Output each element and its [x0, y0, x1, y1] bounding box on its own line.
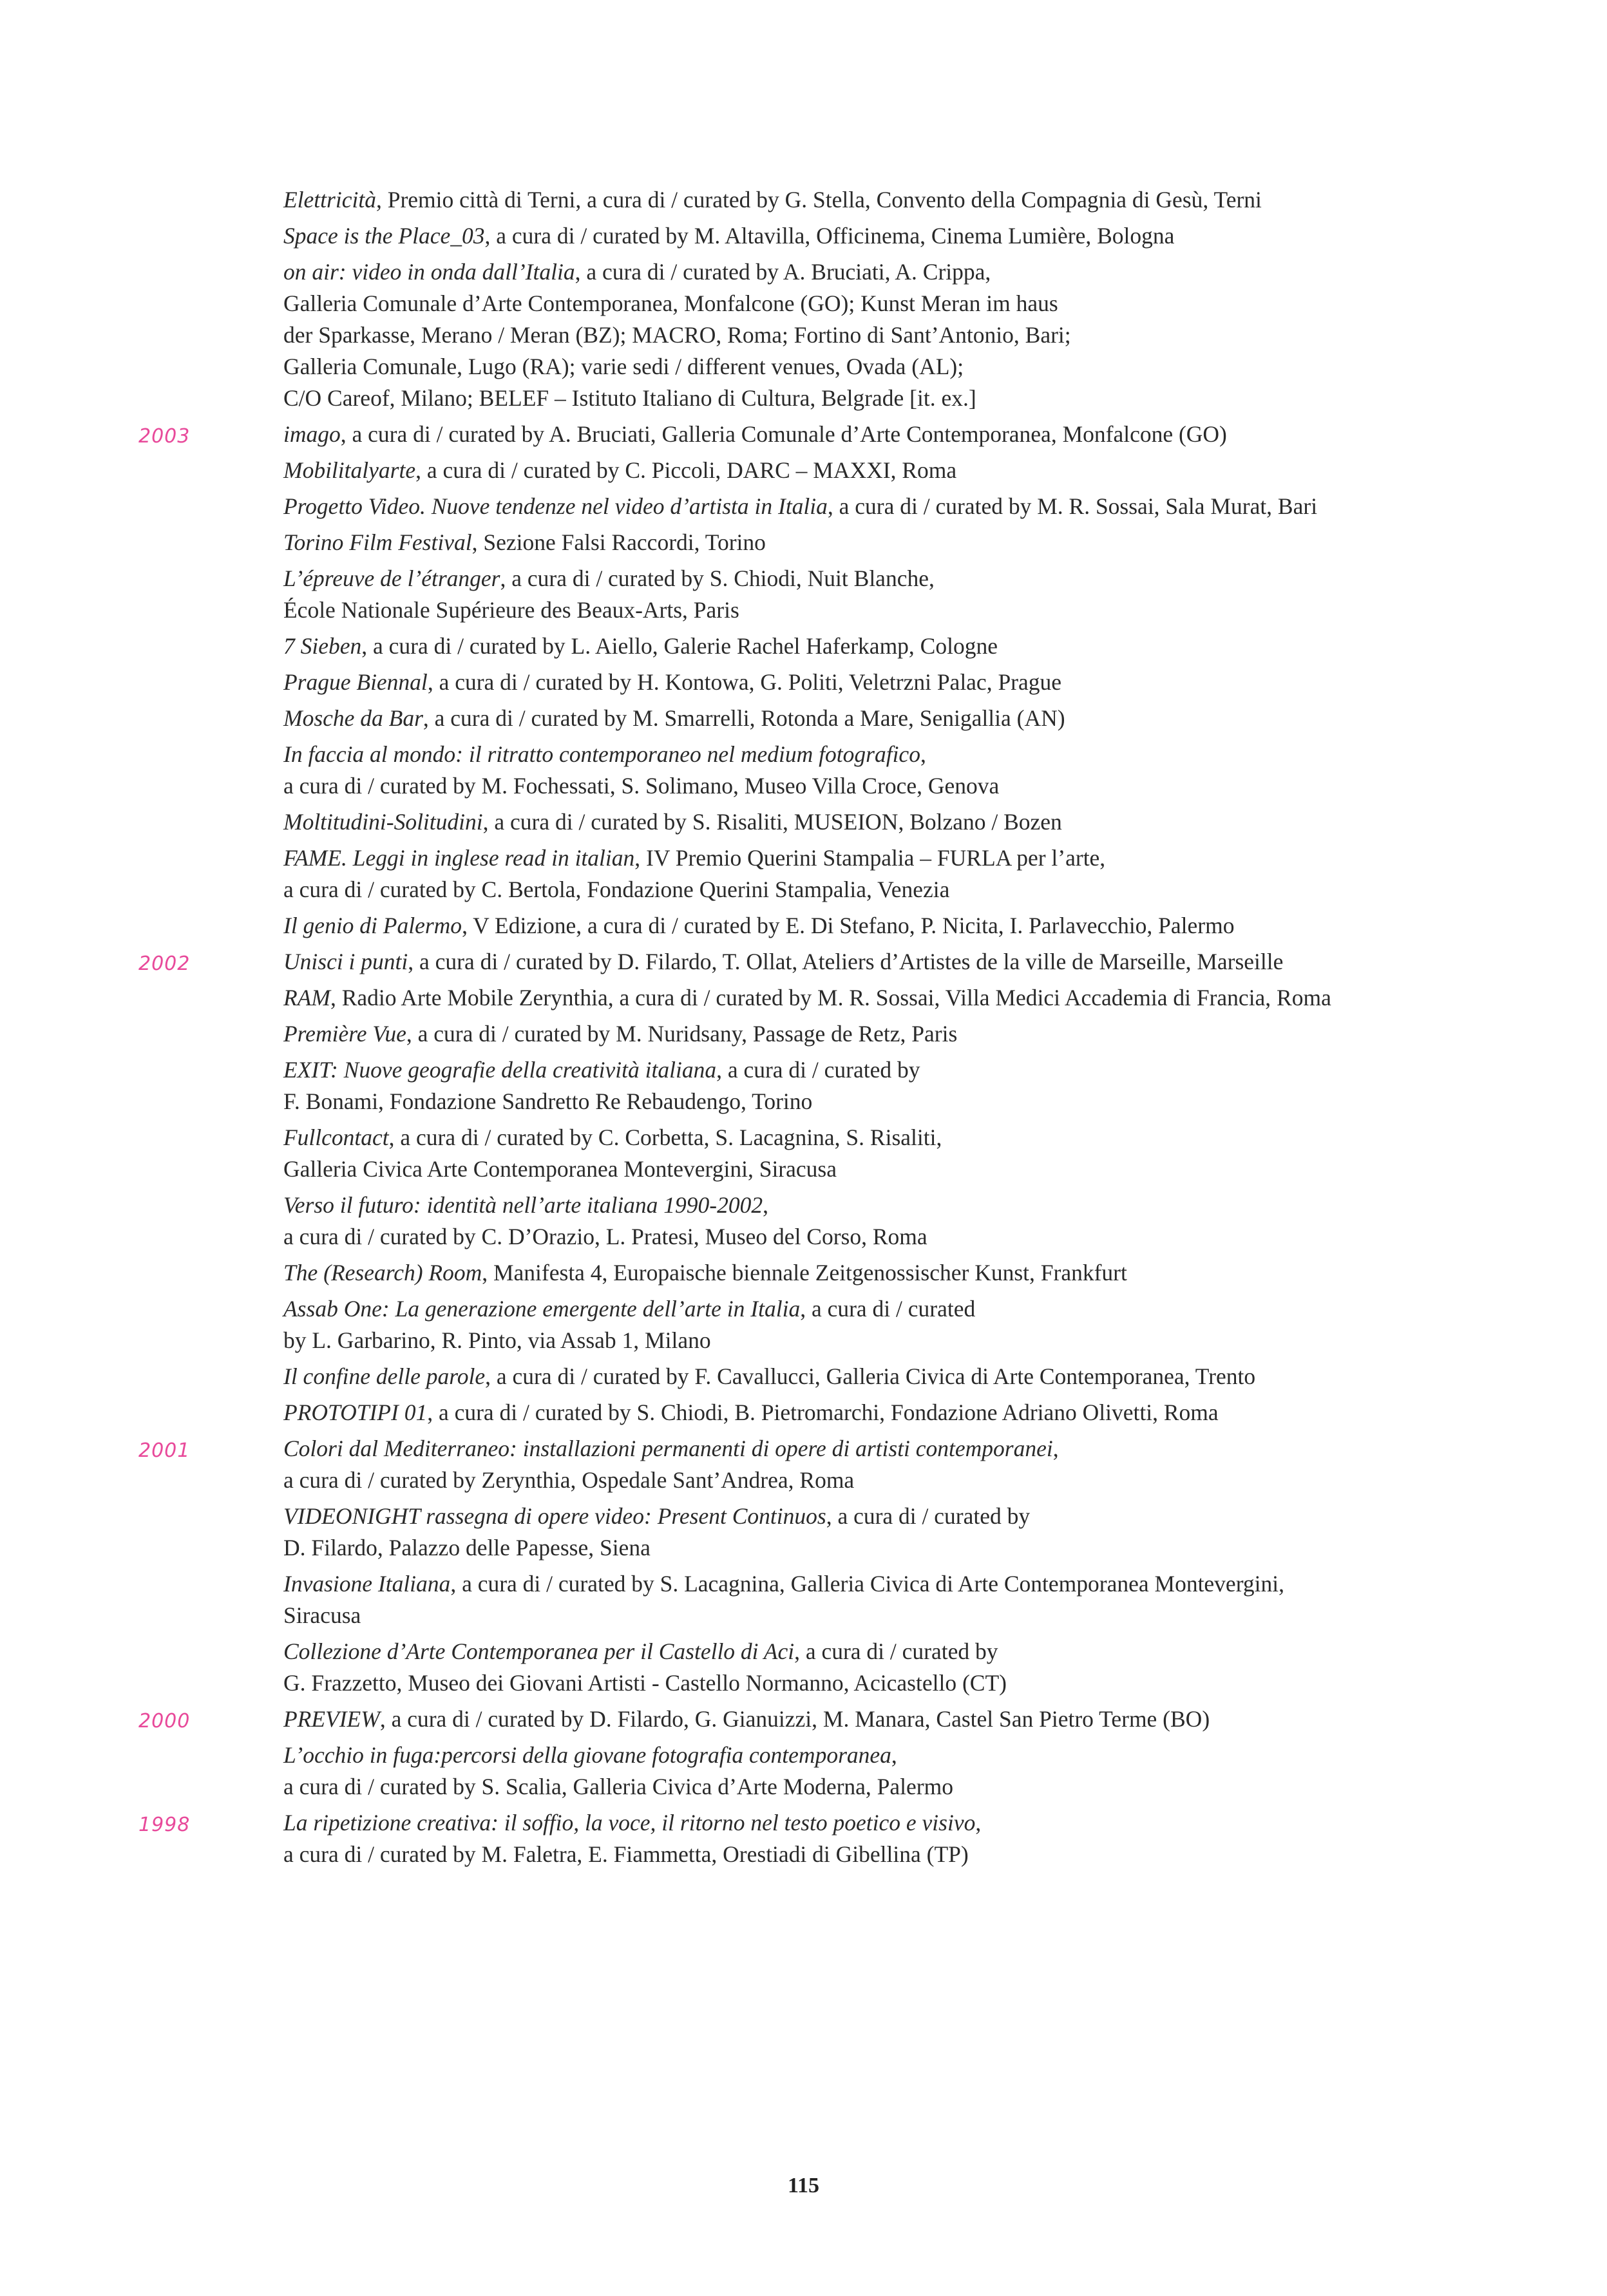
entry-line [283, 184, 1478, 216]
entry-line [283, 1054, 1478, 1086]
exhibition-title: EXIT [283, 1057, 330, 1083]
exhibition-details: G. Frazzetto, Museo dei Giovani Artisti - Castello Normanno, Acicastello (CT) [283, 1670, 1007, 1696]
exhibition-title: on air: video in onda dall’Italia [283, 259, 575, 285]
exhibition-entry [0, 667, 1607, 698]
exhibition-details: , a cura di / curated by H. Kontowa, G. Politi, Veletrzni Palac, Prague [427, 669, 1062, 695]
exhibition-details: , V Edizione, a cura di / curated by E. Di Stefano, P. Nicita, I. Parlavecchio, Palermo [462, 913, 1235, 938]
exhibition-entry [0, 631, 1607, 662]
exhibition-entry [0, 491, 1607, 522]
exhibition-title: Progetto Video. Nuove tendenze nel video d’artista in Italia [283, 493, 828, 519]
entry-line [283, 1122, 1478, 1153]
entry-line [283, 288, 1478, 319]
exhibition-details: , a cura di / curated by M. Smarrelli, Rotonda a Mare, Senigallia (AN) [423, 705, 1065, 731]
entry-line [283, 1771, 1478, 1803]
exhibition-entry [0, 806, 1607, 838]
exhibition-details: der Sparkasse, Merano / Meran (BZ); MACRO, Roma; Fortino di Sant’Antonio, Bari; [283, 322, 1071, 348]
exhibition-title: L’épreuve de l’étranger [283, 565, 500, 591]
exhibition-entry [0, 842, 1607, 906]
entry-line [283, 806, 1478, 838]
exhibition-entry [0, 1433, 1607, 1496]
entry-line [283, 1153, 1478, 1185]
exhibition-details: , a cura di / curated by A. Bruciati, Galleria Comunale d’Arte Contemporanea, Monfalcone (GO) [340, 421, 1227, 447]
year-label: 2001 [138, 1439, 191, 1462]
exhibition-details: , a cura di / curated [800, 1296, 976, 1322]
entry-line [283, 351, 1478, 383]
exhibition-details: by L. Garbarino, R. Pinto, via Assab 1, Milano [283, 1327, 711, 1353]
exhibition-details: Siracusa [283, 1602, 361, 1628]
exhibition-entry [0, 455, 1607, 486]
entry-line [283, 667, 1478, 698]
exhibition-title: Elettricità [283, 187, 376, 213]
exhibition-details: C/O Careof, Milano; BELEF – Istituto Italiano di Cultura, Belgrade [it. ex.] [283, 385, 976, 411]
exhibition-details: , a cura di / curated by M. Nuridsany, Passage de Retz, Paris [406, 1021, 958, 1047]
exhibition-entry [0, 1807, 1607, 1870]
exhibition-entry [0, 527, 1607, 558]
exhibition-title: FAME. Leggi in inglese read in italian [283, 845, 635, 871]
exhibition-title: In faccia al mondo: il ritratto contemporaneo nel medium fotografico [283, 741, 920, 767]
entry-line [283, 594, 1478, 626]
exhibition-title: imago [283, 421, 341, 447]
exhibition-subtitle: : Nuove geografie della creatività italiana [330, 1057, 717, 1083]
exhibition-entry [0, 946, 1607, 978]
entry-line [283, 1703, 1478, 1735]
exhibition-title: Invasione Italiana [283, 1571, 451, 1597]
exhibition-entry [0, 419, 1607, 450]
exhibition-details: , a cura di / curated by L. Aiello, Galerie Rachel Haferkamp, Cologne [361, 633, 998, 659]
exhibition-details: , Manifesta 4, Europaische biennale Zeitgenossischer Kunst, Frankfurt [482, 1260, 1127, 1286]
exhibition-title: Moltitudini-Solitudini [283, 809, 483, 835]
exhibition-entry [0, 220, 1607, 252]
entry-line [283, 946, 1478, 978]
exhibition-entry [0, 982, 1607, 1014]
exhibition-details: , a cura di / curated by M. Altavilla, Officinema, Cinema Lumière, Bologna [484, 223, 1175, 249]
entry-line [283, 1568, 1478, 1600]
exhibition-details: a cura di / curated by C. D’Orazio, L. Pratesi, Museo del Corso, Roma [283, 1224, 927, 1249]
exhibition-details: , IV Premio Querini Stampalia – FURLA per l’arte, [634, 845, 1106, 871]
exhibition-title: Prague Biennal [283, 669, 428, 695]
exhibition-title: PREVIEW [283, 1706, 380, 1732]
exhibition-entry [0, 1293, 1607, 1356]
entry-line [283, 1839, 1478, 1870]
exhibition-title: Verso il futuro: identità nell’arte italiana 1990-2002 [283, 1192, 763, 1218]
exhibition-title: The (Research) Room [283, 1260, 482, 1286]
exhibition-entry [0, 1636, 1607, 1699]
exhibition-details: , a cura di / curated by M. R. Sossai, Sala Murat, Bari [827, 493, 1318, 519]
exhibition-title: VIDEONIGHT rassegna di opere video: Present Continuos [283, 1503, 826, 1529]
entry-line [283, 1501, 1478, 1532]
entry-line [283, 1667, 1478, 1699]
entry-line [283, 1190, 1478, 1221]
exhibition-details: a cura di / curated by Zerynthia, Ospedale Sant’Andrea, Roma [283, 1467, 855, 1493]
entry-line [283, 319, 1478, 351]
entry-line [283, 1397, 1478, 1428]
entry-line [283, 739, 1478, 770]
exhibition-details: , Sezione Falsi Raccordi, Torino [471, 529, 766, 555]
exhibition-title: 7 Sieben [283, 633, 362, 659]
exhibition-entry [0, 703, 1607, 734]
page-number: 115 [787, 2174, 820, 2197]
entry-line [283, 383, 1478, 414]
entry-line [283, 256, 1478, 288]
entry-line [283, 563, 1478, 594]
exhibition-entry [0, 1361, 1607, 1392]
exhibition-details: a cura di / curated by M. Fochessati, S. Solimano, Museo Villa Croce, Genova [283, 773, 1000, 799]
exhibition-title: Assab One: La generazione emergente dell’arte in Italia [283, 1296, 801, 1322]
entry-line [283, 631, 1478, 662]
exhibition-details: , Radio Arte Mobile Zerynthia, a cura di / curated by M. R. Sossai, Villa Medici Accademia di Francia, Roma [330, 985, 1331, 1010]
entry-line [283, 770, 1478, 802]
entry-line [283, 1532, 1478, 1564]
entry-line [283, 491, 1478, 522]
entry-line [283, 419, 1478, 450]
exhibition-list [0, 184, 1607, 1875]
entry-line [283, 1636, 1478, 1667]
entry-line [283, 1293, 1478, 1325]
entry-line [283, 1600, 1478, 1631]
exhibition-details: Galleria Comunale d’Arte Contemporanea, Monfalcone (GO); Kunst Meran im haus [283, 290, 1058, 316]
exhibition-details: , a cura di / curated by A. Bruciati, A. Crippa, [575, 259, 991, 285]
exhibition-entry [0, 256, 1607, 414]
exhibition-title: Mosche da Bar [283, 705, 423, 731]
exhibition-entry [0, 1018, 1607, 1050]
exhibition-title: RAM [283, 985, 330, 1010]
exhibition-details: , [891, 1742, 897, 1768]
exhibition-details: , a cura di / curated by S. Risaliti, MUSEION, Bolzano / Bozen [482, 809, 1062, 835]
entry-line [283, 1465, 1478, 1496]
exhibition-title: Torino Film Festival [283, 529, 472, 555]
exhibition-details: , Premio città di Terni, a cura di / curated by G. Stella, Convento della Compagnia di Gesù, Terni [376, 187, 1262, 213]
entry-line [283, 1257, 1478, 1289]
exhibition-details: F. Bonami, Fondazione Sandretto Re Rebaudengo, Torino [283, 1088, 813, 1114]
exhibition-title: La ripetizione creativa: il soffio, la voce, il ritorno nel testo poetico e visivo [283, 1810, 976, 1836]
exhibition-details: , a cura di / curated by F. Cavallucci, Galleria Civica di Arte Contemporanea, Trento [485, 1363, 1256, 1389]
exhibition-entry [0, 1703, 1607, 1735]
exhibition-details: a cura di / curated by S. Scalia, Galleria Civica d’Arte Moderna, Palermo [283, 1774, 953, 1799]
exhibition-entry [0, 1740, 1607, 1803]
year-label: 2003 [138, 425, 191, 448]
entry-line [283, 1018, 1478, 1050]
entry-line [283, 1086, 1478, 1117]
year-label: 2002 [138, 953, 191, 975]
exhibition-details: D. Filardo, Palazzo delle Papesse, Siena [283, 1535, 651, 1561]
exhibition-details: a cura di / curated by C. Bertola, Fondazione Querini Stampalia, Venezia [283, 877, 950, 902]
entry-line [283, 1740, 1478, 1771]
exhibition-entry [0, 1122, 1607, 1185]
exhibition-title: Collezione d’Arte Contemporanea per il Castello di Aci [283, 1638, 795, 1664]
year-label: 1998 [138, 1814, 191, 1836]
exhibition-subtitle: : installazioni permanenti di opere di artisti contemporanei [509, 1436, 1053, 1461]
entry-line [283, 220, 1478, 252]
entry-line [283, 703, 1478, 734]
exhibition-title: Colori dal Mediterraneo [283, 1436, 510, 1461]
entry-line [283, 527, 1478, 558]
exhibition-title: Il genio di Palermo [283, 913, 462, 938]
exhibition-details: Galleria Civica Arte Contemporanea Montevergini, Siracusa [283, 1156, 837, 1182]
exhibition-entry [0, 739, 1607, 802]
exhibition-entry [0, 1568, 1607, 1631]
exhibition-details: , [1052, 1436, 1059, 1461]
entry-line [283, 1325, 1478, 1356]
exhibition-details: , a cura di / curated by S. Lacagnina, Galleria Civica di Arte Contemporanea Montevergini, [450, 1571, 1284, 1597]
entry-line [283, 842, 1478, 874]
exhibition-entry [0, 1190, 1607, 1253]
exhibition-entry [0, 563, 1607, 626]
year-label: 2000 [138, 1710, 191, 1732]
exhibition-details: , [763, 1192, 769, 1218]
exhibition-details: , a cura di / curated by D. Filardo, G. Gianuizzi, M. Manara, Castel San Pietro Terme (BO) [379, 1706, 1210, 1732]
exhibition-entry [0, 1397, 1607, 1428]
exhibition-details: , [975, 1810, 982, 1836]
exhibition-title: Mobilitalyarte [283, 457, 416, 483]
exhibition-entry [0, 910, 1607, 942]
exhibition-title: PROTOTIPI 01 [283, 1399, 428, 1425]
exhibition-title: Fullcontact [283, 1124, 389, 1150]
exhibition-details: École Nationale Supérieure des Beaux-Arts, Paris [283, 597, 739, 623]
entry-line [283, 1361, 1478, 1392]
exhibition-entry [0, 1054, 1607, 1117]
entry-line [283, 1221, 1478, 1253]
exhibition-entry [0, 1501, 1607, 1564]
exhibition-title: Space is the Place_03 [283, 223, 485, 249]
exhibition-details: , a cura di / curated by [826, 1503, 1031, 1529]
exhibition-details: , a cura di / curated by C. Corbetta, S. Lacagnina, S. Risaliti, [388, 1124, 942, 1150]
exhibition-title: L’occhio in fuga:percorsi della giovane fotografia contemporanea [283, 1742, 891, 1768]
exhibition-title: Il confine delle parole [283, 1363, 486, 1389]
exhibition-details: , a cura di / curated by S. Chiodi, B. Pietromarchi, Fondazione Adriano Olivetti, Roma [427, 1399, 1219, 1425]
exhibition-entry [0, 1257, 1607, 1289]
exhibition-details: Galleria Comunale, Lugo (RA); varie sedi / different venues, Ovada (AL); [283, 354, 964, 379]
exhibition-details: , [920, 741, 926, 767]
entry-line [283, 1433, 1478, 1465]
exhibition-details: , a cura di / curated by [716, 1057, 920, 1083]
entry-line [283, 910, 1478, 942]
entry-line [283, 874, 1478, 906]
entry-line [283, 982, 1478, 1014]
entry-line [283, 455, 1478, 486]
exhibition-details: , a cura di / curated by D. Filardo, T. Ollat, Ateliers d’Artistes de la ville de Marseille, Marseille [408, 949, 1284, 974]
exhibition-details: , a cura di / curated by [794, 1638, 998, 1664]
exhibition-title: Unisci i punti [283, 949, 408, 974]
entry-line [283, 1807, 1478, 1839]
exhibition-entry [0, 184, 1607, 216]
exhibition-title: Première Vue [283, 1021, 406, 1047]
exhibition-details: a cura di / curated by M. Faletra, E. Fiammetta, Orestiadi di Gibellina (TP) [283, 1841, 969, 1867]
exhibition-details: , a cura di / curated by S. Chiodi, Nuit Blanche, [500, 565, 935, 591]
exhibition-details: , a cura di / curated by C. Piccoli, DARC – MAXXI, Roma [415, 457, 957, 483]
